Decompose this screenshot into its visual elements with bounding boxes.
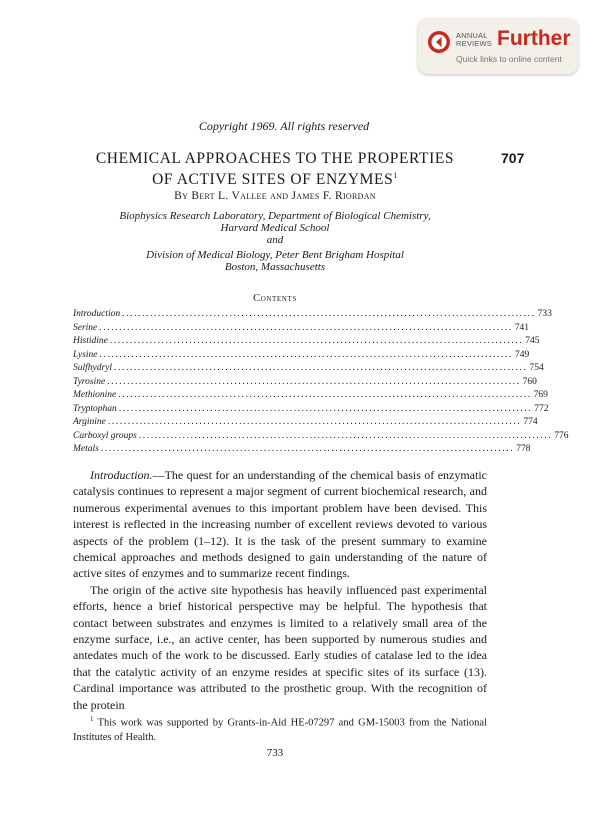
toc-leader: ........................................................................................................ [100,444,515,454]
toc-label: Introduction [73,309,121,319]
toc-row[interactable] [73,376,537,391]
toc-leader: ........................................................................................................ [99,322,513,333]
affiliation-line-1: Biophysics Research Laboratory, Department of Biological Chemistry, [119,210,431,222]
toc-page: 778 [516,444,531,454]
further-banner[interactable] [418,18,578,74]
toc-page: 741 [514,322,529,333]
toc-leader: ........................................................................................................ [114,363,528,373]
toc-label: Metals [73,444,99,454]
toc-row[interactable] [73,403,549,418]
toc-label: Sulfhydryl [73,363,113,373]
toc-row[interactable] [73,363,544,377]
toc-leader: ........................................................................................................ [99,349,513,360]
toc-page: 774 [523,417,538,427]
toc-leader: ........................................................................................................ [118,403,533,414]
affiliation-line-3: and [266,234,284,246]
page-number-right: 707 [501,150,525,166]
affiliation-line-5: Boston, Massachusetts [224,261,326,273]
toc-label: Carboxyl groups [73,430,137,441]
toc-leader: ........................................................................................................ [109,336,524,346]
toc-label: Arginine [73,417,106,427]
toc-leader: ........................................................................................................ [138,430,553,441]
toc-leader: ........................................................................................................ [118,390,532,400]
toc-row[interactable] [73,336,540,350]
affiliation-line-4: Division of Medical Biology, Peter Bent Brigham Hospital [146,249,404,261]
toc-label: Histidine [73,336,108,346]
contents-heading: Contents [253,293,297,304]
table-of-contents [73,309,569,458]
toc-page: 754 [529,363,544,373]
footnote [73,712,487,745]
toc-row[interactable] [73,349,530,364]
article-title-line2 [40,167,510,188]
toc-leader: ........................................................................................................ [107,376,521,387]
authors-line: By Bert L. Vallee and James F. Riordan [174,190,376,202]
toc-page: 769 [533,390,548,400]
toc-page: 745 [525,336,540,346]
toc-page: 749 [514,349,530,360]
toc-row[interactable] [73,309,552,323]
paragraph-history: The origin of the active site hypothesis has heavily influenced past experimental efforts, hence a brief historical perspective may be helpful. The hypothesis that contact between substrates and enzymes is limited to a relatively small area of the enzyme surface, i.e., an active center, has been supported by numerous studies and antedates much of the work to be discussed. Early studies of catalase led to the idea that the catalytic activity of an enzyme resides at specific sites of its surface (13). Cardinal importance was attributed to the prosthetic group. With the recognition of the protein [73,582,487,712]
affiliation-line-2: Harvard Medical School [220,222,330,234]
toc-label: Methionine [73,390,117,400]
toc-label: Tryptophan [73,403,117,414]
article-title-line1: CHEMICAL APPROACHES TO THE PROPERTIES [95,150,455,167]
title-footnote-mark: 1 [393,171,398,180]
toc-page: 776 [554,430,569,441]
footnote-text: This work was supported by Grants-in-Aid HE-07297 and GM-15003 from the National Institutes of Health. [73,717,487,743]
copyright-line: Copyright 1969. All rights reserved [198,119,370,133]
toc-row[interactable] [73,390,548,404]
toc-row[interactable] [73,444,531,458]
toc-row[interactable] [73,322,529,337]
footnote-mark: 1 [90,715,94,723]
toc-page: 760 [522,376,537,387]
banner-subtitle: Quick links to online content [456,54,562,64]
paragraph-text: —The quest for an understanding of the chemical basis of enzymatic catalysis continues to represent a major segment of current biochemical research, and numerous experimental avenues to this important problem have been devised. This interest is reflected in the increasing number of excellent reviews devoted to various aspects of the problem (1–12). It is the task of the present summary to examine chemical approaches and methods designed to gain understanding of the nature of active sites of enzymes and to summarize recent findings. [73,468,487,581]
body-text [73,467,487,713]
toc-label: Lysine [73,349,98,360]
toc-row[interactable] [73,430,569,445]
toc-leader: ........................................................................................................ [122,309,536,319]
toc-row[interactable] [73,417,538,431]
toc-label: Serine [73,322,98,333]
paragraph-introduction [73,467,487,582]
article-title-text: OF ACTIVE SITES OF ENZYMES [152,171,394,189]
banner-annual-reviews: ANNUAL REVIEWS [456,31,492,48]
page-footer-number: 733 [266,747,284,759]
toc-label: Tyrosine [73,376,106,387]
toc-page: 772 [534,403,549,414]
further-logo-icon [427,30,451,54]
toc-leader: ........................................................................................................ [107,417,522,427]
paragraph-lead: Introduction. [90,468,153,482]
toc-page: 733 [537,309,552,319]
banner-further-label: Further [497,27,571,50]
